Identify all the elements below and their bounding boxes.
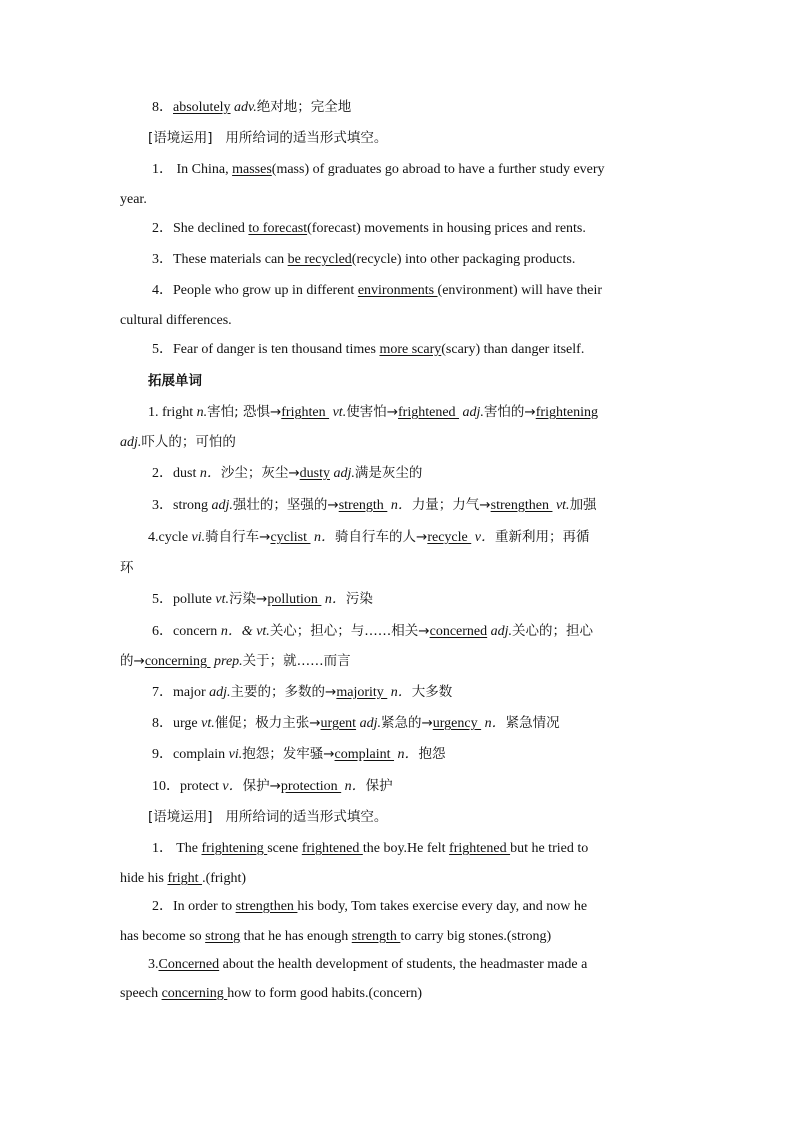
word-family-10: 10．protect v．保护→protection n．保护 — [152, 778, 393, 794]
exercise-item-1: 1． In China, masses(mass) of graduates go abroad to have a further study every — [152, 162, 605, 177]
answer-blank: complaint — [334, 747, 395, 762]
word-family-8: 8．urge vt.催促；极力主张→urgent adj.紧急的→urgency n．紧急情况 — [152, 715, 560, 731]
answer-blank: masses — [232, 162, 272, 177]
answer-blank: cyclist — [270, 530, 311, 545]
answer-blank: pollution — [267, 592, 322, 607]
answer-blank: majority — [336, 685, 388, 700]
exercise-item-2: 2．She declined to forecast(forecast) movements in housing prices and rents. — [152, 221, 586, 236]
answer-blank: urgent — [320, 716, 357, 731]
answer-blank: strong — [205, 929, 241, 944]
exercise-item-4: 4．People who grow up in different environments (environment) will have their — [152, 283, 602, 298]
answer-blank: be recycled — [287, 252, 352, 267]
word-family-1: 1. fright n.害怕; 恐惧→frighten vt.使害怕→frightened adj.害怕的→frightening — [148, 404, 598, 420]
answer-blank: frightened — [398, 405, 460, 420]
exercise-item-3: 3．These materials can be recycled(recycle) into other packaging products. — [152, 252, 576, 267]
word-family-7: 7．major adj.主要的；多数的→majority n．大多数 — [152, 684, 453, 700]
answer-blank: frightened — [301, 841, 363, 856]
answer-blank: recycle — [427, 530, 472, 545]
vocab-item-8: 8．absolutely adv.绝对地；完全地 — [152, 99, 352, 115]
answer-blank: more scary — [379, 342, 442, 357]
answer-blank: Concerned — [158, 957, 220, 972]
exercise-item-1: 1． The frightening scene frightened the boy.He felt frightened but he tried to — [152, 841, 589, 856]
answer-blank: to forecast — [248, 221, 308, 236]
word-family-4: 4.cycle vi.骑自行车→cyclist n．骑自行车的人→recycle v．重新利用；再循 — [148, 529, 590, 545]
word-family-6: 6．concern n．& vt.关心；担心；与……相关→concerned adj.关心的；担心 — [152, 623, 594, 639]
answer-blank: concerned — [429, 624, 488, 639]
exercise-item-4-cont: cultural differences. — [120, 313, 232, 328]
answer-blank: concerning — [144, 654, 211, 669]
word-family-9: 9．complain vi.抱怨；发牢骚→complaint n．抱怨 — [152, 746, 446, 762]
answer-blank: frighten — [281, 405, 330, 420]
exercise-item-3: 3.Concerned about the health development of students, the headmaster made a — [148, 957, 588, 972]
exercise-item-5: 5．Fear of danger is ten thousand times more scary(scary) than danger itself. — [152, 342, 585, 357]
exercise-item-1-cont: hide his fright .(fright) — [120, 871, 246, 886]
answer-blank: strengthen — [235, 899, 298, 914]
answer-blank: environments — [357, 283, 438, 298]
section-title: 拓展单词 — [148, 373, 202, 389]
section-heading: [语境运用] 用所给词的适当形式填空。 — [148, 130, 388, 146]
answer-blank: frightened — [449, 841, 511, 856]
section-heading: [语境运用] 用所给词的适当形式填空。 — [148, 809, 388, 825]
answer-blank: frightening — [535, 405, 598, 420]
answer-blank: urgency — [432, 716, 482, 731]
word-family-5: 5．pollute vt.污染→pollution n．污染 — [152, 591, 373, 607]
word-family-1-cont: adj.吓人的；可怕的 — [120, 434, 236, 450]
exercise-item-1-cont: year. — [120, 192, 147, 207]
exercise-item-2-cont: has become so strong that he has enough strength to carry big stones.(strong) — [120, 929, 552, 944]
answer-blank: fright — [167, 871, 203, 886]
answer-blank: strength — [338, 498, 388, 513]
answer-blank: strength — [351, 929, 401, 944]
word-family-3: 3．strong adj.强壮的；坚强的→strength n．力量；力气→strengthen vt.加强 — [152, 497, 597, 513]
answer-blank: strengthen — [490, 498, 553, 513]
exercise-item-3-cont: speech concerning how to form good habits.(concern) — [120, 986, 423, 1001]
answer-blank: protection — [280, 779, 342, 794]
exercise-item-2: 2．In order to strengthen his body, Tom takes exercise every day, and now he — [152, 899, 588, 914]
answer-blank: concerning — [161, 986, 228, 1001]
word-family-4-cont: 环 — [120, 560, 134, 576]
answer-blank: absolutely — [173, 100, 231, 115]
word-family-6-cont: 的→concerning prep.关于；就……而言 — [120, 653, 351, 669]
answer-blank: dusty — [299, 466, 330, 481]
word-family-2: 2．dust n．沙尘；灰尘→dusty adj.满是灰尘的 — [152, 465, 423, 481]
answer-blank: frightening — [201, 841, 268, 856]
